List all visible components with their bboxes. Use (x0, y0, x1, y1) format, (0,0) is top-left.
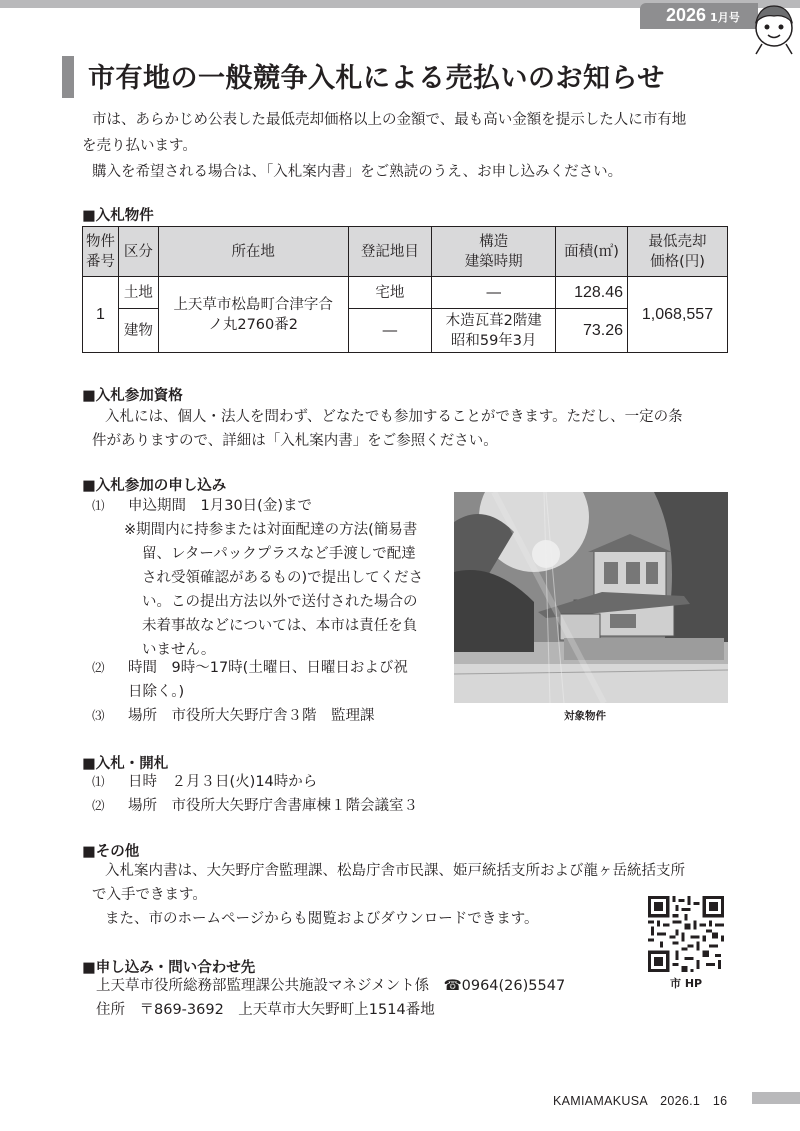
header-location: 所在地 (158, 227, 348, 277)
page-title: 市有地の一般競争入札による売払いのお知らせ (88, 63, 665, 94)
contact-heading: ■申し込み・問い合わせ先 (82, 960, 256, 976)
application-note-1: ※期間内に持参または対面配達の方法(簡易書 (124, 522, 418, 538)
area-building: 73.26 (556, 309, 628, 353)
other-heading: ■その他 (82, 844, 140, 860)
issue-month: 1月号 (710, 11, 740, 24)
application-note-2: 留、レターパックプラスなど手渡しで配達 (142, 546, 416, 562)
issue-tab (640, 3, 758, 29)
property-photo (454, 492, 728, 703)
property-location: 上天草市松島町合津字合 ノ丸2760番2 (158, 277, 348, 353)
bidding-item-1: ⑴ 日時 ２月３日(火)14時から (92, 774, 318, 790)
eligibility-heading: ■入札参加資格 (82, 388, 183, 404)
qr-caption: 市 HP (670, 977, 703, 990)
intro-line-2: を売り払います。 (82, 138, 197, 154)
bidding-heading: ■入札・開札 (82, 756, 169, 772)
mascot-character-icon (748, 0, 800, 56)
application-note-5: 未着事故などについては、本市は責任を負 (142, 618, 418, 634)
contact-line-1: 上天草市役所総務部監理課公共施設マネジメント係 ☎0964(26)5547 (96, 978, 566, 994)
eligibility-line-2: 件がありますので、詳細は「入札案内書」をご参照ください。 (92, 433, 498, 449)
application-heading: ■入札参加の申し込み (82, 478, 227, 494)
min-price: 1,068,557 (628, 277, 728, 353)
category-land: 土地 (118, 277, 158, 309)
other-line-3: また、市のホームページからも閲覧およびダウンロードできます。 (105, 911, 539, 927)
intro-line-1: 市は、あらかじめ公表した最低売却価格以上の金額で、最も高い金額を提示した人に市有地 (92, 112, 687, 128)
property-number: 1 (83, 277, 119, 353)
contact-line-2: 住所 〒869-3692 上天草市大矢野町上1514番地 (96, 1002, 435, 1018)
category-building: 建物 (118, 309, 158, 353)
property-table (82, 226, 728, 353)
header-min-price: 最低売却 価格(円) (628, 227, 728, 277)
header-land-category: 登記地目 (348, 227, 432, 277)
footer-bar (752, 1092, 800, 1104)
issue-year: 2026 (666, 5, 707, 25)
header-area: 面積(㎡) (556, 227, 628, 277)
application-item-2: ⑵ 時間 9時～17時(土曜日、日曜日および祝 (92, 660, 408, 676)
land-category-building: ― (348, 309, 432, 353)
structure-building: 木造瓦葺2階建 昭和59年3月 (432, 309, 556, 353)
other-line-2: で入手できます。 (92, 887, 207, 903)
application-note-3: され受領確認があるもの)で提出してくださ (142, 570, 424, 586)
intro-line-3: 購入を希望される場合は、「入札案内書」をご熟読のうえ、お申し込みください。 (92, 164, 623, 180)
photo-caption: 対象物件 (564, 710, 606, 722)
area-land: 128.46 (556, 277, 628, 309)
page-footer: KAMIAMAKUSA 2026.1 16 (553, 1094, 728, 1108)
land-category-land: 宅地 (348, 277, 432, 309)
table-row-land (83, 277, 728, 309)
application-item-2-cont: 日除く。) (128, 684, 185, 700)
structure-land: ― (432, 277, 556, 309)
table-header-row (83, 227, 728, 277)
eligibility-line-1: 入札には、個人・法人を問わず、どなたでも参加することができます。ただし、一定の条 (105, 409, 683, 425)
bidding-item-2: ⑵ 場所 市役所大矢野庁舎書庫棟１階会議室３ (92, 798, 418, 814)
other-line-1: 入札案内書は、大矢野庁舎監理課、松島庁舎市民課、姫戸統括支所および龍ヶ岳統括支所 (105, 863, 685, 879)
application-item-1: ⑴ 申込期間 1月30日(金)まで (92, 498, 312, 514)
application-note-6: いません。 (142, 642, 216, 658)
header-structure: 構造 建築時期 (432, 227, 556, 277)
header-number: 物件 番号 (83, 227, 119, 277)
property-heading: ■入札物件 (82, 208, 154, 224)
qr-code-icon[interactable] (648, 896, 724, 972)
application-note-4: い。この提出方法以外で送付された場合の (142, 594, 418, 610)
application-item-3: ⑶ 場所 市役所大矢野庁舎３階 監理課 (92, 708, 375, 724)
header-category: 区分 (118, 227, 158, 277)
title-accent-bar (62, 56, 74, 98)
